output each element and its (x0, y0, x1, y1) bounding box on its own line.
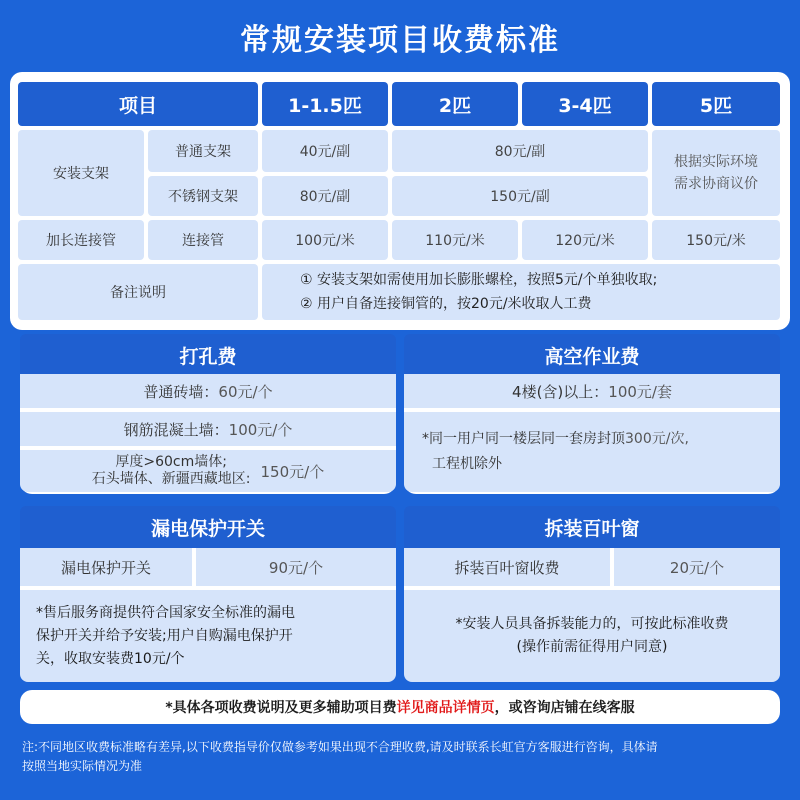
stainless-bracket-price-2: 150元/副 (392, 176, 648, 216)
concrete-label: 钢筋混凝土墙： (123, 420, 229, 439)
normal-bracket-price-2: 80元/副 (392, 130, 648, 172)
high-altitude-note (404, 412, 780, 492)
negotiate-line-1: 根据实际环境 (674, 154, 758, 170)
blinds-note-line-1: *安装人员具备拆装能力的，可按此标准收费 (455, 616, 729, 632)
floor-price: 100元/套 (608, 382, 672, 401)
negotiate-cell (652, 130, 780, 216)
leakage-item-price: 90元/个 (196, 548, 396, 586)
pipe-price-3: 120元/米 (522, 220, 648, 260)
pipe-price-4: 150元/米 (652, 220, 780, 260)
pipe-price-2: 110元/米 (392, 220, 518, 260)
note-line-1: ① 安装支架如需使用加长膨胀螺栓，按照5元/个单独收取; (300, 272, 658, 288)
header-1-1.5hp: 1-1.5匹 (262, 82, 388, 126)
leakage-note-line-1: *售后服务商提供符合国家安全标准的漏电 (36, 604, 295, 621)
normal-bracket-label: 普通支架 (148, 130, 258, 172)
blinds-item-price: 20元/个 (614, 548, 780, 586)
thick-label-line-2: 石头墙体、新疆西藏地区: (91, 471, 251, 487)
header-5hp: 5匹 (652, 82, 780, 126)
detail-notice (20, 690, 780, 724)
cap-note-price: 300元/次, (625, 431, 689, 447)
high-altitude-row (404, 374, 780, 408)
blinds-panel (404, 506, 780, 682)
leakage-panel (20, 506, 396, 682)
leakage-note (20, 590, 396, 682)
notes-content (262, 264, 780, 320)
drilling-row-concrete (20, 412, 396, 446)
header-3-4hp: 3-4匹 (522, 82, 648, 126)
blinds-item-label: 拆装百叶窗收费 (404, 548, 610, 586)
pipe-price-1: 100元/米 (262, 220, 388, 260)
drilling-header: 打孔费 (20, 334, 396, 376)
blinds-header: 拆装百叶窗 (404, 506, 780, 548)
header-2hp: 2匹 (392, 82, 518, 126)
drilling-row-thick (20, 450, 396, 492)
concrete-price: 100元/个 (228, 420, 293, 439)
bracket-group-label: 安装支架 (18, 130, 144, 216)
thick-label (92, 454, 251, 488)
stainless-bracket-label: 不锈钢支架 (148, 176, 258, 216)
header-item: 项目 (18, 82, 258, 126)
leakage-item-label: 漏电保护开关 (20, 548, 192, 586)
note-line-2: ② 用户自备连接铜管的，按20元/米收取人工费 (300, 296, 592, 312)
thick-label-line-1: 厚度>60cm墙体; (115, 454, 227, 470)
drilling-panel (20, 334, 396, 494)
leakage-note-line-2: 保护开关并给予安装;用户自购漏电保护开 (36, 627, 293, 644)
pipe-label: 加长连接管 (18, 220, 144, 260)
cap-note-line-2: 工程机除外 (432, 456, 502, 472)
leakage-header: 漏电保护开关 (20, 506, 396, 548)
normal-bracket-price-1: 40元/副 (262, 130, 388, 172)
footer-disclaimer (0, 738, 800, 776)
brick-label: 普通砖墙： (143, 382, 219, 401)
high-altitude-header: 高空作业费 (404, 334, 780, 376)
detail-page-link[interactable]: 详见商品详情页 (396, 700, 495, 716)
pipe-sub-label: 连接管 (148, 220, 258, 260)
blinds-note (404, 590, 780, 682)
brick-price: 60元/个 (218, 382, 273, 401)
floor-label: 4楼(含)以上： (512, 382, 609, 401)
detail-notice-prefix: *具体各项收费说明及更多辅助项目费 (165, 700, 397, 716)
footer-line-1: 注:不同地区收费标准略有差异,以下收费指导价仅做参考如果出现不合理收费,请及时联系长虹官方客服进行咨询，具体请 (22, 740, 658, 754)
leakage-note-line-3: 关，收取安装费10元/个 (36, 650, 185, 667)
detail-notice-suffix: ，或咨询店铺在线客服 (494, 700, 635, 716)
blinds-note-line-2: (操作前需征得用户同意) (516, 639, 668, 655)
thick-price: 150元/个 (260, 462, 325, 481)
main-fee-table (10, 72, 790, 330)
drilling-row-brick (20, 374, 396, 408)
stainless-bracket-price-1: 80元/副 (262, 176, 388, 216)
cap-note-prefix: *同一用户同一楼层同一套房封顶 (422, 431, 625, 447)
footer-line-2: 按照当地实际情况为准 (22, 759, 143, 773)
high-altitude-panel (404, 334, 780, 494)
notes-label: 备注说明 (18, 264, 258, 320)
negotiate-line-2: 需求协商议价 (674, 176, 758, 192)
page-title: 常规安装项目收费标准 (240, 23, 560, 58)
